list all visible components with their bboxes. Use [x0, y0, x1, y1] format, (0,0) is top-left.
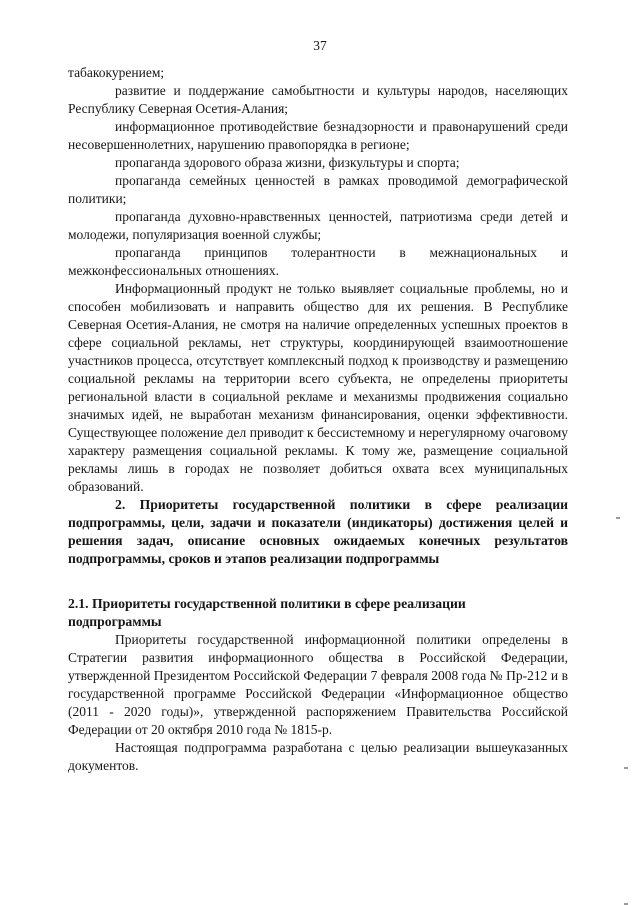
section-2-1-heading-line: 2.1. Приоритеты государственной политики в сфере реализации: [68, 596, 466, 611]
scan-mark: [624, 767, 628, 769]
paragraph: Настоящая подпрограмма разработана с целью реализации вышеуказанных документов.: [68, 740, 568, 773]
list-item: информационное противодействие безнадзорности и правонарушений среди несовершеннолетних, нарушению правопорядка в регионе;: [68, 119, 568, 152]
section-2-heading: 2. Приоритеты государственной политики в сфере реализации подпрограммы, цели, задачи и показатели (индикаторы) достижения целей и решения задач, описание основных ожидаемых конечных результатов подпрограммы, сроков и этапов реализации подпрограммы: [68, 497, 568, 566]
paragraph: Информационный продукт не только выявляет социальные проблемы, но и способен мобилизовать и направить общество для их решения. В Республике Северная Осетия-Алания, не смотря на наличие определенных успешных проектов в сфере социальной рекламы, нет структуры, координирующей взаимоотношение участников процесса, отсутствует комплексный подход к производству и размещению социальной рекламы на территории всего субъекта, не определены приоритеты региональной власти в социальной рекламе и механизмы продвижения социально значимых идей, не выработан механизм финансирования, оценки эффективности. Существующее положение дел приводит к бессистемному и нерегулярному очаговому характеру размещения социальной рекламы. К тому же, размещение социальной рекламы лишь в городах не позволяет добиться охвата всех муниципальных образований.: [68, 281, 568, 494]
paragraph-continuation: табакокурением;: [68, 65, 165, 80]
document-body: [68, 64, 568, 775]
list-item: пропаганда семейных ценностей в рамках проводимой демографической политики;: [68, 173, 568, 206]
paragraph: Приоритеты государственной информационной политики определены в Стратегии развития информационного общества в Российской Федерации, утвержденной Президентом Российской Федерации 7 февраля 2008 года № Пр-212 и в государственной программе Российской Федерации «Информационное общество (2011 - 2020 годы)», утвержденной распоряжением Правительства Российской Федерации от 20 октября 2010 года № 1815-р.: [68, 632, 568, 737]
section-2-1-heading: [68, 595, 568, 631]
list-item: пропаганда принципов толерантности в межнациональных и межконфессиональных отношениях.: [68, 245, 568, 278]
list-item: пропаганда духовно-нравственных ценностей, патриотизма среди детей и молодежи, популяризация военной службы;: [68, 209, 568, 242]
page-number: 37: [313, 38, 327, 53]
section-2-1-heading-line: подпрограммы: [68, 614, 162, 629]
scan-mark: [616, 517, 620, 519]
list-item: пропаганда здорового образа жизни, физкультуры и спорта;: [115, 155, 460, 170]
list-item: развитие и поддержание самобытности и культуры народов, населяющих Республику Северная Осетия-Алания;: [68, 83, 568, 116]
